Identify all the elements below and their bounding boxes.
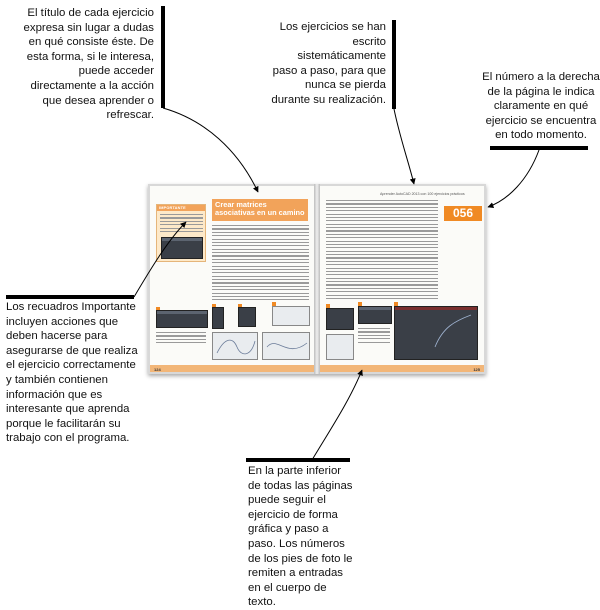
- callout-exercises: Los ejercicios se han escrito sistemáticamente paso a paso, para que nunca se pierda durante su realización.: [271, 21, 386, 106]
- callout-page-number-bar: [490, 146, 588, 150]
- left-screenshot-1: [156, 310, 208, 328]
- callout-important: Los recuadros Importante incluyen acciones que deben hacerse para asegurarse de que realiza el ejercicio correctamente y también contienen información que es interesante que aprenda porque le facilitarán su trabajo con el programa.: [6, 301, 138, 445]
- callout-title-bar: [161, 6, 165, 108]
- right-page-number: 125: [473, 366, 480, 372]
- left-footer-band: [150, 365, 314, 372]
- right-page: [320, 186, 484, 372]
- book-spread: [148, 184, 486, 374]
- left-screenshot-4: [272, 306, 310, 326]
- left-page-number: 124: [154, 366, 161, 372]
- running-head: Aprender AutoCAD 2013 con 100 ejercicios prácticos: [380, 192, 465, 196]
- right-screenshot-2: [358, 306, 392, 324]
- chapter-title-box: [212, 199, 308, 221]
- left-page: [150, 186, 314, 372]
- right-screenshot-3: [394, 306, 478, 360]
- callout-page-number: El número a la derecha de la página le indica claramente en qué ejercicio se encuentra en todo momento.: [482, 71, 600, 142]
- important-screenshot: [161, 237, 203, 259]
- callout-exercises-bar: [392, 20, 396, 109]
- left-drawing-1: [212, 332, 258, 360]
- right-screenshot-4: [326, 334, 354, 360]
- left-body-text: [212, 225, 309, 303]
- chapter-title: Crear matrices asociativas en un camino: [215, 200, 305, 218]
- callout-bottom-bar: [246, 458, 350, 462]
- callout-title: El título de cada ejercicio expresa sin lugar a dudas en qué consiste éste. De esta forma, si le interesa, puede acceder directamente a la acción que desea aprender o refrescar.: [23, 7, 154, 122]
- right-screenshot-1: [326, 308, 354, 330]
- left-screenshot-3: [238, 307, 256, 327]
- right-body-text: [326, 200, 438, 301]
- important-label: IMPORTANTE: [157, 205, 205, 211]
- important-box: [156, 204, 206, 262]
- callout-important-bar: [6, 295, 134, 299]
- arrow-exercises: [394, 109, 414, 184]
- arrow-page-number: [488, 150, 539, 207]
- callout-bottom: En la parte inferior de todas las páginas puede seguir el ejercicio de forma gráfica y paso a paso. Los números de los pies de foto le remiten a entradas en el cuerpo de texto.: [248, 465, 353, 609]
- right-footer-band: [320, 365, 484, 372]
- left-screenshot-2: [212, 307, 224, 329]
- arrow-bottom: [312, 370, 362, 460]
- left-drawing-2: [262, 332, 310, 360]
- exercise-number: 056: [444, 206, 482, 221]
- arrow-title: [163, 108, 258, 192]
